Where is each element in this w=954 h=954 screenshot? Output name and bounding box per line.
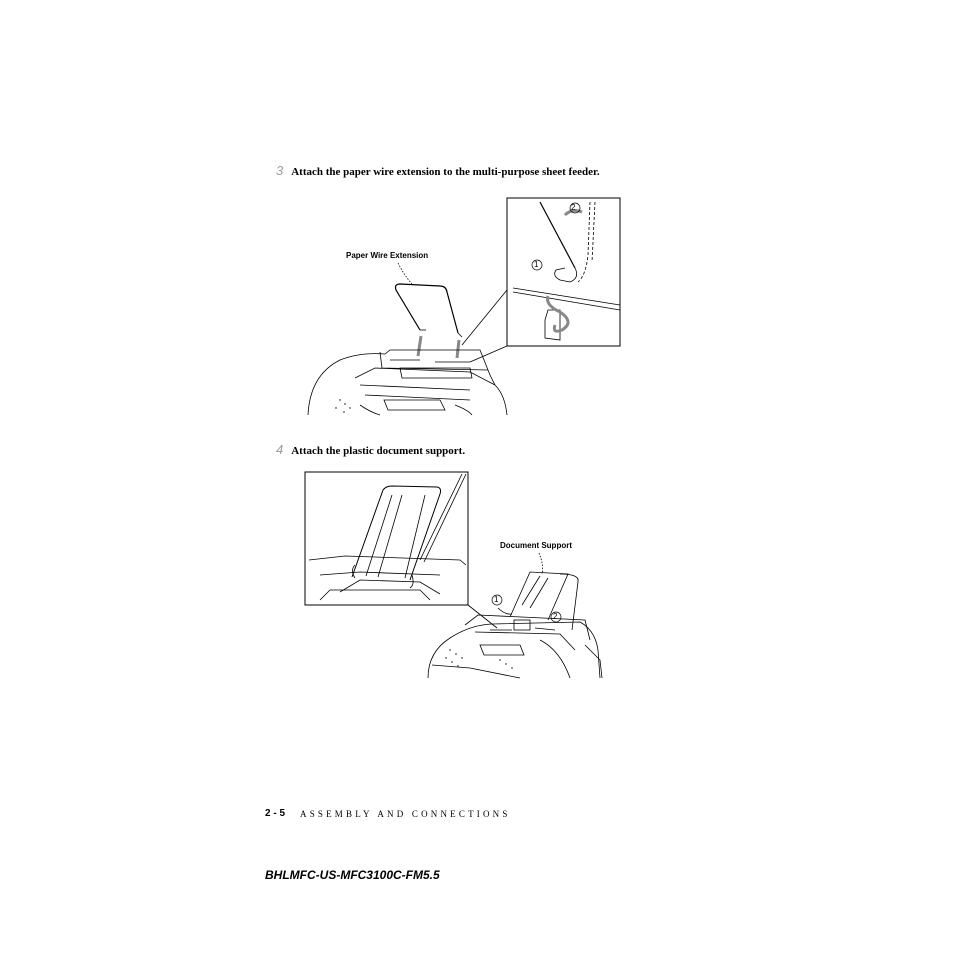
step-4-text: Attach the plastic document support. — [291, 445, 466, 457]
fig2-marker-1: 1 — [494, 595, 499, 604]
inset-box-support — [305, 472, 468, 605]
fig1-marker-1: 1 — [534, 260, 539, 269]
fig2-marker-2: 2 — [553, 612, 558, 621]
step-3-number: 3 — [276, 163, 284, 178]
step-4-number: 4 — [276, 442, 284, 457]
page-number: 2 - 5 — [265, 808, 286, 819]
section-title: ASSEMBLY AND CONNECTIONS — [300, 809, 511, 819]
step-3-text: Attach the paper wire extension to the multi-purpose sheet feeder. — [291, 166, 600, 178]
document-support-label: Document Support — [500, 541, 572, 550]
document-id: BHLMFC-US-MFC3100C-FM5.5 — [265, 868, 440, 882]
paper-wire-extension-label: Paper Wire Extension — [346, 251, 429, 260]
fig1-marker-2: 2 — [571, 203, 576, 212]
